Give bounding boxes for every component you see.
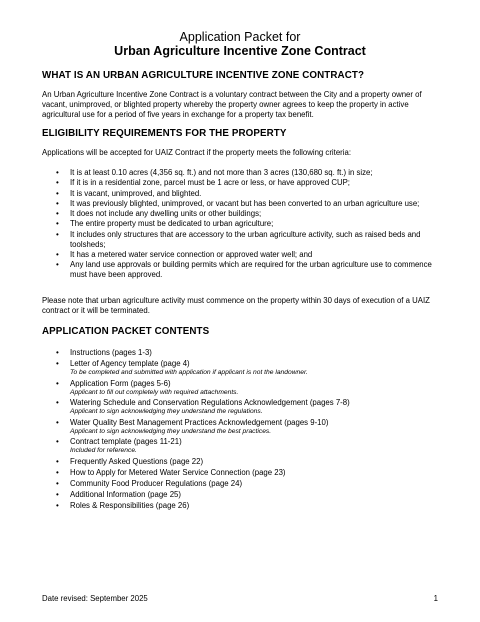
list-item-label: Watering Schedule and Conservation Regulations Acknowledgement (pages 7-8) bbox=[70, 398, 350, 408]
list-item bbox=[42, 348, 447, 358]
list-item: • It includes only structures that are accessory to the urban agriculture activity, such as raised beds and toolsheds; bbox=[42, 230, 447, 250]
list-item-note: Applicant to fill out completely with required attachments. bbox=[70, 388, 239, 396]
document-title-line1: Application Packet for bbox=[179, 30, 301, 44]
list-item bbox=[42, 359, 447, 377]
list-item bbox=[42, 501, 447, 511]
list-item-label: Instructions (pages 1-3) bbox=[70, 348, 152, 357]
list-item bbox=[42, 379, 447, 397]
list-item-label: Application Form (pages 5-6) bbox=[70, 378, 171, 388]
list-item: • It is vacant, unimproved, and blighted. bbox=[42, 189, 447, 199]
list-item-note: Applicant to sign acknowledging they understand the best practices. bbox=[70, 427, 272, 435]
list-item: • It is at least 0.10 acres (4,356 sq. ft.) and not more than 3 acres (130,680 sq. ft.) in size; bbox=[42, 168, 447, 178]
eligibility-list bbox=[42, 168, 447, 281]
list-item-label: Letter of Agency template (page 4) bbox=[70, 359, 190, 369]
footer-date: Date revised: September 2025 bbox=[42, 594, 148, 603]
list-item bbox=[42, 437, 447, 455]
list-item bbox=[42, 457, 447, 467]
list-item-label: Water Quality Best Management Practices Acknowledgement (pages 9-10) bbox=[70, 417, 329, 427]
list-item bbox=[42, 490, 447, 500]
section-heading-contents: APPLICATION PACKET CONTENTS bbox=[42, 326, 210, 337]
eligibility-note: Please note that urban agriculture activity must commence on the property within 30 days of execution of a UAIZ contract or it will be terminated. bbox=[42, 296, 430, 315]
list-item bbox=[42, 479, 447, 489]
page-number: 1 bbox=[433, 594, 438, 603]
list-item bbox=[42, 468, 447, 478]
list-item-label: Additional Information (page 25) bbox=[70, 489, 181, 499]
list-item: • It has a metered water service connection or approved water well; and bbox=[42, 250, 447, 260]
list-item: • Any land use approvals or building permits which are required for the urban agriculture use to commence must have been approved. bbox=[42, 260, 447, 280]
list-item-note: To be completed and submitted with application if applicant is not the landowner. bbox=[70, 369, 308, 377]
section-heading-what-is: WHAT IS AN URBAN AGRICULTURE INCENTIVE ZONE CONTRACT? bbox=[42, 70, 365, 81]
list-item-label: Community Food Producer Regulations (page 24) bbox=[70, 478, 243, 488]
section-paragraph-what-is: An Urban Agriculture Incentive Zone Contract is a voluntary contract between the City and a property owner of vacant, unimproved, or blighted property whereby the property owner agrees to keep the property in active agricultural use for a period of five years in exchange for a property tax benefit. bbox=[42, 90, 422, 119]
list-item: • It does not include any dwelling units or other buildings; bbox=[42, 209, 447, 219]
list-item-label: Frequently Asked Questions (page 22) bbox=[70, 456, 204, 466]
list-item bbox=[42, 398, 447, 416]
eligibility-intro: Applications will be accepted for UAIZ Contract if the property meets the following criteria: bbox=[42, 148, 351, 157]
list-item-label: Contract template (pages 11-21) bbox=[70, 437, 182, 447]
list-item: • The entire property must be dedicated to urban agriculture; bbox=[42, 219, 447, 229]
list-item-label: Roles & Responsibilities (page 26) bbox=[70, 500, 190, 510]
list-item-label: How to Apply for Metered Water Service Connection (page 23) bbox=[70, 467, 286, 477]
list-item-note: Included for reference. bbox=[70, 447, 137, 455]
list-item bbox=[42, 418, 447, 436]
section-heading-eligibility: ELIGIBILITY REQUIREMENTS FOR THE PROPERTY bbox=[42, 128, 287, 139]
list-item: • If it is in a residential zone, parcel must be 1 acre or less, or have approved CUP; bbox=[42, 178, 447, 188]
list-item-note: Applicant to sign acknowledging they understand the regulations. bbox=[70, 408, 263, 416]
list-item: • It was previously blighted, unimproved, or vacant but has been converted to an urban agriculture use; bbox=[42, 199, 447, 209]
contents-list bbox=[42, 348, 447, 512]
document-title-line2: Urban Agriculture Incentive Zone Contract bbox=[114, 44, 366, 58]
